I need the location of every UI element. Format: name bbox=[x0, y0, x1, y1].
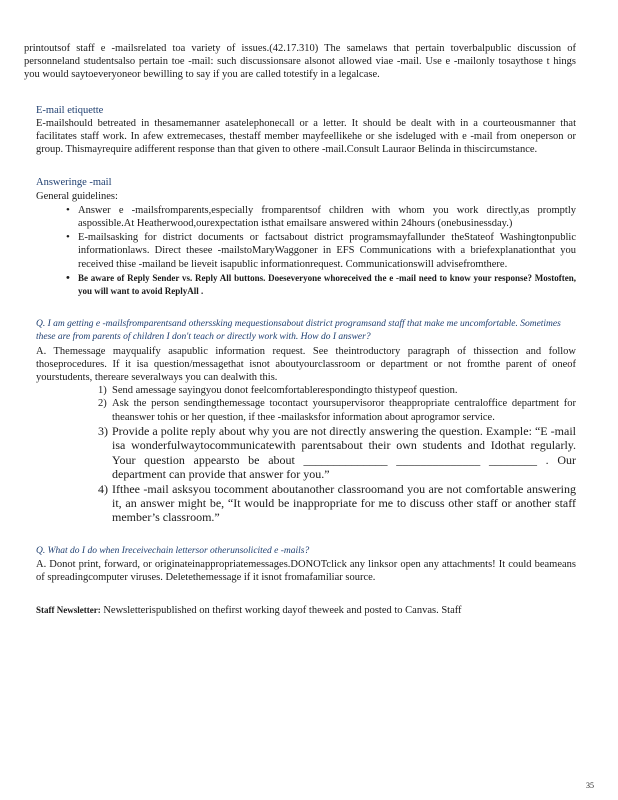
step-number: 3) bbox=[98, 423, 108, 438]
answer-step bbox=[98, 397, 576, 423]
step-text: Ifthee -mail asksyou tocomment aboutanother classroomand you are not comfortable answering it, an answer might be, “It would be inappropriate for me to discuss other staff or another staff member’s classroom.” bbox=[112, 481, 576, 525]
step-number: 4) bbox=[98, 481, 108, 496]
step-number: 1) bbox=[98, 385, 107, 397]
answer-step bbox=[98, 424, 576, 482]
step-number: 2) bbox=[98, 398, 107, 410]
answering-heading: Answeringe -mail bbox=[36, 177, 112, 189]
guideline-bullet: • Be aware of Reply Sender vs. Reply All buttons. Doeseveryone whoreceived the e -mail need to know your response? Mostoften, you will want to avoid ReplyAll . bbox=[66, 272, 576, 298]
faq-question: Q. I am getting e -mailsfromparentsand otherssking mequestionsabout district programsand staff that make me uncomfortable. Sometimes these are from parents of children I don't teach or directly work with. How do I answer? bbox=[36, 319, 561, 343]
page-number: 35 bbox=[586, 780, 594, 790]
newsletter-paragraph bbox=[36, 604, 576, 617]
answering-section bbox=[24, 176, 576, 298]
answer-step bbox=[98, 384, 576, 397]
answer-step bbox=[98, 482, 576, 525]
etiquette-heading: E-mail etiquette bbox=[36, 104, 104, 116]
step-text: Ask the person sendingthemessage tocontact yoursupervisoror theappropriate centraloffice department for theanswer tohis or her question, if thee -mailasksfor information about aprogramor service. bbox=[112, 398, 576, 423]
etiquette-section bbox=[24, 104, 576, 157]
faq-chain-letters-section bbox=[24, 545, 576, 585]
faq-answer: A. Donot print, forward, or originateinappropriatemessages.DONOTclick any linksor open any attachments! It could beameans of spreadingcomputer viruses. Deletethemessage if it isnot fromafamiliar source. bbox=[36, 558, 576, 584]
document-page bbox=[24, 42, 576, 618]
step-text: Send amessage sayingyou donot feelcomfortablerespondingto thistypeof question. bbox=[112, 385, 458, 397]
faq-parents-section bbox=[24, 318, 576, 524]
faq-answer: A. Themessage mayqualify asapublic information request. See theintroductory paragraph of thissection and follow thoseprocedures. If it isa question/messagethat isnot aboutyourclassroom or department or not fromthe parent of oneof yourstudents, thereare severalways you can dealwith this. bbox=[36, 345, 576, 384]
newsletter-text: Newsletterispublished on thefirst working dayof theweek and posted to Canvas. Staff bbox=[103, 605, 462, 617]
faq-question: Q. What do I do when Ireceivechain lettersor otherunsolicited e -mails? bbox=[36, 545, 310, 556]
intro-paragraph: printoutsof staff e -mailsrelated toa variety of issues.(42.17.310) The samelaws that pertain toverbalpublic discussion of personneland studentsalso pertain toe -mail: such discussionsare alsonot allowed viae -mail. Use e -mailonly tosaythose t hings you would saytoeveryoneor bewilling to say if you are called totestify in a legalcase. bbox=[24, 43, 576, 81]
guideline-bullet: • E-mailsasking for district documents or factsabout district programsmayfallunder theStateof Washingtonpublic informationlaws. Direct thesee -mailstoMaryWaggoner in EFS Communications with a briefexplanationthat you received thise -mailand be lieveit isapublic informationrequest. Communicationswill advisefromthere. bbox=[66, 231, 576, 271]
etiquette-body: E-mailshould betreated in thesamemanner asatelephonecall or a letter. It should be dealt with in a courteousmanner that facilitates staff work. In afew extremecases, thestaff member mayfeellikehe or she isdeluged with e -mail from oneperson or group. Thismayrequire adifferent response than that given to othere -mail.Consult Lauraor Belinda in thiscircumstance. bbox=[36, 117, 576, 156]
newsletter-label: Staff Newsletter: bbox=[36, 605, 101, 616]
step-text: Provide a polite reply about why you are not directly answering the question. Example: “E -mail isa wonderfulwaytocommunicatewith parentsabout their own students and Idothat regularly. Your question appearsto be about ______________ ______________ ________ . Our department can provide that answer for you.” bbox=[112, 423, 576, 482]
guidelines-subheading: General guidelines: bbox=[36, 190, 118, 202]
guideline-bullet: • Answer e -mailsfromparents,especially fromparentsof children with whom you work directly,as promptly aspossible.At Heatherwood,ourexpectation isthat emailsare answered within 24hours (onebusinessday.) bbox=[66, 204, 576, 230]
